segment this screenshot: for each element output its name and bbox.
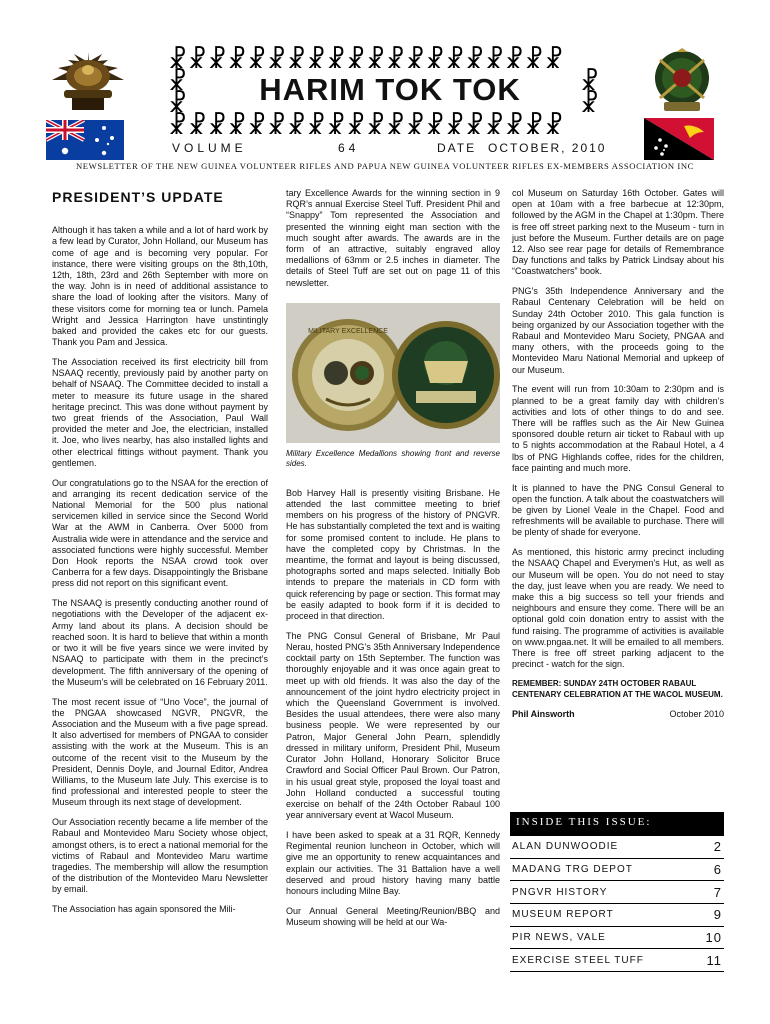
signature-name: Phil Ainsworth — [512, 708, 575, 719]
paragraph: PNG’s 35th Independence Anniversary and the Rabaul Centenary Celebration will be held on Sunday 24th October 2010. This gala function is being organized by our Association together with the Rabaul and Montevideo Maru Society, PNGAA and many others, with the proceeds going to the Montevideo Maru National Memorial and upkeep of our Museum. — [512, 286, 724, 375]
volume-label: VOLUME — [172, 141, 247, 155]
paragraph: I have been asked to speak at a 31 RQR, Kennedy Regimental reunion luncheon in October, which will give me an opportunity to renew acquaintances and explain our activities. The 31 Battalion have a well deserved and proud history having many battle honours including Milne Bay. — [286, 829, 500, 896]
paragraph: As mentioned, this historic army precinct including the NSAAQ Chapel and Everymen’s Hut, as well as our Museum will be open. You do not need to stay the day, just leave when you are ready. We need to make this a big success so tell your friends and neighbours and ensure they come. There will be an optional gold coin donation entry to assist with the fund raising. The programme of activities is available on www.pngaa.net. It will be emailed to all members. There is free off street parking adjacent to the precinct - watch for the sign. — [512, 547, 724, 670]
toc-page: 11 — [706, 952, 722, 968]
toc-label: ALAN DUNWOODIE — [512, 841, 619, 853]
paragraph: The event will run from 10:30am to 2:30pm and is planned to be a great family day with children’s activities and lots of other things to do and see. There will be raffles such as the Air New Guinea sponsored double return air ticket to Rabaul with up to 5 nights accommodation at the Rabaul Hotel, a 4 lbs of PNG Highlands coffee, rides for the children, face painting and much more. — [512, 384, 724, 473]
newsletter-title: HARIM TOK TOK — [259, 72, 521, 107]
inside-heading: INSIDE THIS ISSUE: — [510, 812, 724, 836]
toc-item[interactable] — [510, 904, 724, 927]
toc-item[interactable] — [510, 859, 724, 882]
toc-item[interactable] — [510, 836, 724, 859]
toc-label: PIR NEWS, VALE — [512, 932, 606, 944]
paragraph: The Association received its first electricity bill from NSAAQ recently, previously paid by another party on behalf of NSAAQ. The Committee decided to install a meter to measure its future usage in the shared heritage precinct. This was done without payment by two great friends of the Association, Paul Wall provided the meter and Joe, the electrician, installed it. Joe, who lives nearby, has also installed lights and other electrical fittings without payment. Thank you gentlemen. — [52, 357, 268, 468]
medal-left-text: MILITARY EXCELLENCE — [308, 327, 388, 335]
paragraph: Although it has taken a while and a lot of hard work by a few lead by Curator, John Holland, our Museum has come of age and is becoming very popular. For instance, there were visiting groups on the 8th,10th, 12th, 18th, 23rd and 26th September with more on the way. John is in need of additional assistance to share the load of looking after the visitors. Many of these visitors come for morning tea or lunch. Pamela Wright and Jessica Harrington have unstintingly baked and provided the cakes etc for our guests. Thank you Pam and Jessica. — [52, 225, 268, 348]
palm-border-right-1: ☧ — [580, 68, 600, 96]
toc-item[interactable] — [510, 881, 724, 904]
paragraph: col Museum on Saturday 16th October. Gates will open at 10am with a free barbecue at 12:30pm, followed by the AGM in the Chapel at 1:30pm. There is free off street parking next to the Museum - turn in just before the Museum. Further details are on page 12. Also see rear page for details of Remembrance Day functions and talks by Patrick Lindsay about his “Coastwatchers” book. — [512, 188, 724, 277]
date-label: DATE — [437, 141, 477, 155]
paragraph: It is planned to have the PNG Consul General to open the function. A talk about the coastwatchers will be given by Lionel Veale in the Chapel. Food and refreshments will be available to purchase. There will be plenty of shade for everyone. — [512, 482, 724, 538]
palm-border-right-2: ☧ — [580, 90, 600, 118]
toc-page: 6 — [713, 862, 722, 878]
toc-page: 2 — [713, 839, 722, 855]
signature — [512, 709, 724, 720]
medallions-photo — [286, 303, 500, 443]
paragraph: The NSAAQ is presently conducting another round of negotiations with the Developer of the adjacent ex-Army land about its plans. A decision should be reached soon. It is hard to believe that within a month or two it will be five years since we were invited by NSAAQ to participate with them in the precinct’s development. The fifth anniversary of the opening of the Museum’s will be celebrated on 16 February 2011. — [52, 598, 268, 687]
palm-border-left-1: ☧ — [168, 68, 188, 96]
toc-label: MADANG TRG DEPOT — [512, 864, 633, 876]
png-flag-icon — [644, 118, 714, 160]
toc-page: 10 — [705, 930, 722, 946]
association-name: NEWSLETTER OF THE NEW GUINEA VOLUNTEER RIFLES AND PAPUA NEW GUINEA VOLUNTEER RIFLES EX-MEMBERS ASSOCIATION INC — [76, 161, 694, 171]
australian-flag-icon — [46, 120, 124, 160]
column-president-update — [52, 188, 268, 924]
toc-label: PNGVR HISTORY — [512, 886, 608, 898]
palm-tree-icons: ☧☧☧☧☧☧☧☧☧☧☧☧☧☧☧☧☧☧☧☧ — [168, 46, 565, 74]
remember-notice: REMEMBER: SUNDAY 24TH OCTOBER RABAUL CENTENARY CELEBRATION AT THE WACOL MUSEUM. — [512, 679, 723, 699]
paragraph: Our Association recently became a life member of the Rabaul and Montevideo Maru Society whose object, amongst others, is to erect a national memorial for the victims of Rabaul and Montevideo Maru wartime tragedies. The membership will allow the resumption of the distribution of the Montevideo Maru Newsletter by email. — [52, 817, 268, 895]
toc-item[interactable] — [510, 927, 724, 950]
paragraph: The PNG Consul General of Brisbane, Mr Paul Nerau, hosted PNG’s 35th Anniversary Independence cocktail party on 15th September. The function was thoroughly enjoyable and it was once again great to meet up with old friends. It was also the day of the announcement of the joint hydro electricity project in which the Queensland Government is involved. Besides the usual attendees, there were also many business people. We were represented by our Patron, Major General John Pearn, splendidly dressed in military uniform, President Phil, Museum Curator John Holland, Honorary Solicitor Bruce Crawford and Social Officer Paul Brown. Our Patron, in his usual great style, proposed the loyal toast and John Holland conducted a successful touting exercise on behalf of the 24th October Rabaul 100 year anniversary event at Wacol Museum. — [286, 630, 500, 821]
toc-page: 7 — [713, 884, 722, 900]
paragraph: Our Annual General Meeting/Reunion/BBQ and Museum showing will be held at our Wa- — [286, 905, 500, 927]
toc-page: 9 — [713, 907, 722, 923]
signature-date: October 2010 — [669, 708, 724, 719]
photo-caption: Military Excellence Medallions showing front and reverse sides. — [286, 448, 500, 469]
toc-label: EXERCISE STEEL TUFF — [512, 954, 644, 966]
column-right — [512, 188, 724, 720]
paragraph: The Association has again sponsored the Mili- — [52, 904, 236, 915]
volume-number: 64 — [338, 141, 360, 155]
toc-label: MUSEUM REPORT — [512, 909, 614, 921]
paragraph: tary Excellence Awards for the winning section in 9 RQR’s annual Exercise Steel Tuff. President Phil and “Snappy” Tom represented the Association and presented the winning eight man section with the much sought after awards. The awards are in the form of an attractive, suitably engraved alloy medallions of 63mm or 2.5 inches in diameter. The details of Steel Tuff are set out on page 11 of this newsletter. — [286, 188, 500, 288]
date-value: OCTOBER, 2010 — [488, 141, 607, 155]
palm-border-bottom: ☧☧☧☧☧☧☧☧☧☧☧☧☧☧☧☧☧☧☧☧ — [168, 112, 565, 140]
palm-border-top — [168, 48, 564, 72]
rising-sun-badge-icon — [48, 52, 128, 114]
paragraph: The most recent issue of “Uno Voce”, the journal of the PNGAA showcased NGVR, PNGVR, the Association and the Museum with a five page spread. It also advertised for members of PNGAA to consider assisting with the work at the Museum. This is an outcome of the recent visit to the Museum by the President, Dennis Doyle, and Journal Editor, Andrea Williams, to the Museum late July. This exercise is to find professional and interested people to steer the Museum through its next stage of development. — [52, 696, 268, 808]
paragraph: Bob Harvey Hall is presently visiting Brisbane. He attended the last committee meeting to brief members on his progress of the history of PNGVR. He has substantially completed the text and is waiting for some promised content to include. He plans to have the completed copy by Christmas. In the meantime, the format and layout is being discussed, photographs sorted and maps selected. Initially Bob intends to prepare the materials in CD form with quick referencing by page or section. This format may be easily adapted to book form if it is decided to proceed in that direction. — [286, 487, 500, 622]
section-heading: PRESIDENT’S UPDATE — [52, 189, 224, 205]
pngvr-badge-icon — [650, 48, 714, 114]
paragraph: Our congratulations go to the NSAA for the erection of and arranging its recent dedication service of the National Memorial for the 500 plus national servicemen killed in service since the Second World War at the AWM in Canberra. Over 5000 from Australia wide were in attendance and the service and associated functions were highly successful. Member Don Hook reports the NSAA crowd took over Canberra for a few days. Disappointingly the Brisbane press did not report on this significant event. — [52, 477, 268, 589]
medallions-image — [286, 303, 500, 443]
inside-this-issue — [510, 812, 724, 972]
toc-item[interactable] — [510, 949, 724, 972]
header — [0, 0, 770, 175]
palm-border-left-2: ☧ — [168, 90, 188, 118]
column-middle — [286, 188, 500, 937]
